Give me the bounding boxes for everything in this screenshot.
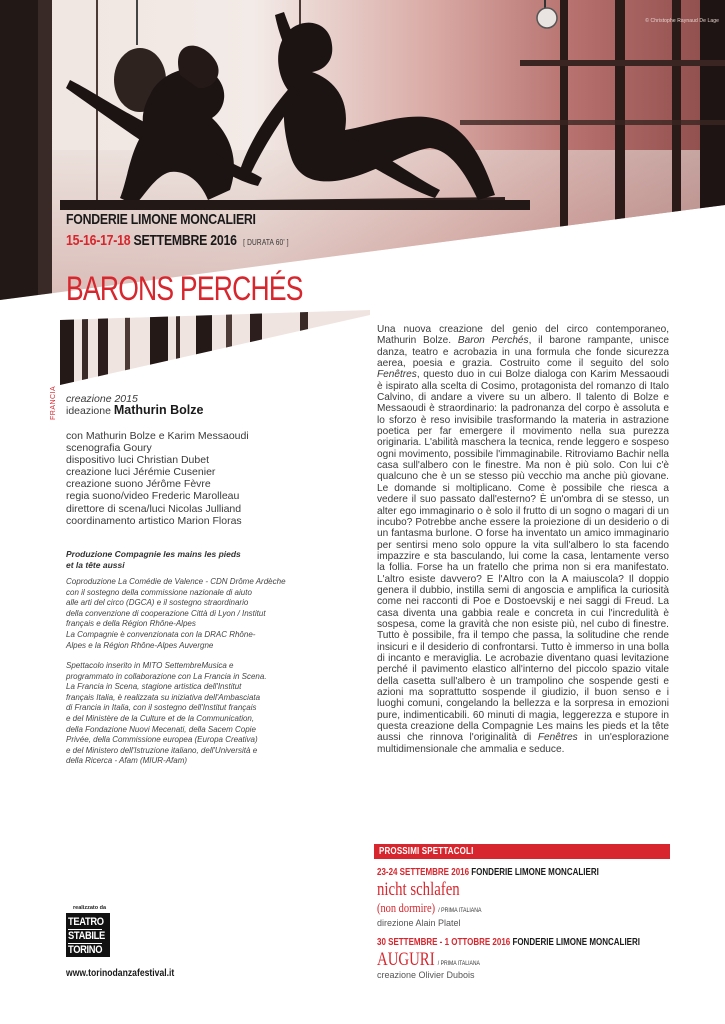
coproduction-line: Coproduzione La Comédie de Valence - CDN Drôme Ardèche <box>66 577 286 586</box>
idea-line <box>66 404 336 417</box>
coproduction-line: français e della Région Rhône-Alpes <box>66 619 196 629</box>
desc-italic: Fenêtres <box>537 732 578 744</box>
coproduction-line: alle arti del circo (DGCA) e il sostegno straordinario <box>66 598 249 608</box>
program-line: Spettacolo inserito in MITO SettembreMusica e <box>66 661 234 670</box>
desc-italic: Fenêtres <box>377 369 417 381</box>
next-show-date <box>377 937 640 948</box>
coproduction-line: La Compagnie è convenzionata con la DRAC Rhône- <box>66 629 256 639</box>
credit-item: coordinamento artistico Marion Floras <box>66 514 242 527</box>
production-line: Produzione Compagnie les mains les pieds <box>66 549 241 559</box>
desc-part: , il barone rampante, unisce danza, teatro e acrobazia in una formula che fonde sicurezza aerea, poesia e grazia. Costruito come il seguito del solo <box>377 335 669 370</box>
program-line: français Italia, è realizzata su iniziativa dell'Ambasciata <box>66 692 261 702</box>
coproduction-line: Alpes e la Région Rhône-Alpes Auvergne <box>66 640 214 650</box>
desc-part: in un'esplorazione multidimensionale che ammalia e seduce. <box>377 732 669 755</box>
program-line: di Francia in Italia, con il sostegno dell'Institut français <box>66 703 257 713</box>
next-show-subtitle-text: (non dormire) <box>377 900 436 915</box>
teatro-stabile-logo <box>66 913 110 957</box>
next-show-venue: FONDERIE LIMONE MONCALIERI <box>512 937 641 948</box>
production-note <box>66 549 336 571</box>
logo-line: TORINO <box>68 944 103 956</box>
coproduction-line: con il sostegno della commissione nazionale di aiuto <box>66 587 252 597</box>
next-show-dates: 30 SETTEMBRE - 1 OTTOBRE 2016 <box>377 937 511 948</box>
credit-item: scenografia Goury <box>66 442 152 455</box>
credit-item: creazione luci Jérémie Cusenier <box>66 466 216 479</box>
program-line: della Fondazione Nuovi Mecenati, della Sacem Copie <box>66 724 256 734</box>
next-shows-heading: PROSSIMI SPETTACOLI <box>379 846 474 857</box>
logo-line: TEATRO <box>68 916 104 928</box>
coproduction-line: della convenzione di cooperazione Città di Lyon / Institut <box>66 608 266 618</box>
description-paragraph <box>377 324 669 755</box>
program-line: della Ricerca - Afam (MIUR-Afam) <box>66 756 188 766</box>
show-dates <box>66 232 289 249</box>
idea-name: Mathurin Bolze <box>113 403 204 417</box>
creation-year: creazione 2015 <box>66 393 138 405</box>
credit-item: creazione suono Jérôme Fèvre <box>66 478 211 491</box>
credit-item: direttore di scena/luci Nicolas Julliand <box>66 502 242 515</box>
premiere-tag: / PRIMA ITALIANA <box>438 907 482 914</box>
show-title: BARONS PERCHÉS <box>66 270 303 308</box>
premiere-tag: / PRIMA ITALIANA <box>437 960 480 967</box>
website-link[interactable]: www.torinodanzafestival.it <box>66 967 175 979</box>
next-show-dates: 23-24 SETTEMBRE 2016 <box>377 867 470 878</box>
produced-by-label: realizzato da <box>73 905 107 911</box>
next-show-director: direzione Alain Platel <box>377 918 461 928</box>
idea-label: ideazione <box>66 405 111 417</box>
next-show-director: creazione Olivier Dubois <box>377 970 475 980</box>
next-show-title: nicht schlafen <box>377 879 460 900</box>
next-shows-header <box>374 844 670 859</box>
credit-list <box>66 430 336 527</box>
production-line: et la tête aussi <box>66 560 125 570</box>
credit-item: dispositivo luci Christian Dubet <box>66 454 209 467</box>
program-line: e del Ministère de la Culture et de la Communication, <box>66 713 255 723</box>
logo-line: STABILE <box>68 930 105 942</box>
venue-title: FONDERIE LIMONE MONCALIERI <box>66 211 256 228</box>
next-show-title <box>377 949 480 971</box>
desc-part: Una nuova creazione del genio del circo contemporaneo, Mathurin Bolze. <box>377 324 669 347</box>
program-note <box>66 661 336 767</box>
credit-item: regia suono/video Frederic Marolleau <box>66 490 240 503</box>
coproduction-note <box>66 577 336 651</box>
duration: [ DURATA 60' ] <box>243 238 289 247</box>
desc-italic: Baron Perchés <box>457 335 529 347</box>
program-line: La Francia in Scena, stagione artistica dell'Institut <box>66 682 242 692</box>
next-show-title-text: AUGURI <box>377 949 435 970</box>
program-line: e del Ministero dell'Istruzione italiano, dell'Università e <box>66 745 258 755</box>
photo-credit: © Christophe Raynaud De Lage <box>645 18 719 24</box>
hero-photo <box>0 0 725 300</box>
country-label: FRANCIA <box>50 385 57 420</box>
dates-month: SETTEMBRE 2016 <box>133 232 237 249</box>
dates-days: 15-16-17-18 <box>66 232 131 249</box>
credit-item: con Mathurin Bolze e Karim Messaoudi <box>66 430 249 442</box>
program-line: Privée, della Commissione europea (Europa Creativa) <box>66 735 258 745</box>
next-show-subtitle <box>377 900 482 916</box>
program-line: programmato in collaborazione con La Francia in Scena. <box>66 671 267 681</box>
next-show-date <box>377 867 599 878</box>
next-show-venue: FONDERIE LIMONE MONCALIERI <box>471 867 599 878</box>
desc-part: , questo duo in cui Bolze dialoga con Karim Messaoudi è ispirato alla scelta di Cosimo, protagonista del romanzo di Italo Calvino, di andare a vivere su un albero. Il talento di Bolze e Messaoudi è straordinario: la padronanza del corpo è assoluta e lo sforzo è reso invisibile trasformando la materia in astrazione poetica per far emergere il movimento nella sua purezza originaria. L'abilità maschera la tecnica, rende leggero e sospeso ogni movimento, possibile l'immaginabile. Ritroviamo Bachir nella casa sull'albero con le finestre. Ma non è più solo. Con lui c'è qualcuno che è un se stesso più vecchio ma anche più giovane. Le domande si moltiplicano. Come è possibile che riesca a vedere il suo passato dall'esterno? È un'ombra di se stesso, un alter ego immaginario o è solo il frutto di un sogno o magari di un incubo? Potrebbe anche essere la proiezione di un desiderio o di un fantasma burlone. O forse ha inventato un amico immaginario per sentirsi meno solo oppure la vita sull'albero lo sta facendo impazzire e sta basculando, lui come la casa, lentamente verso la follia. Forse ha un fratello che prima non si era manifestato. L'altro esiste davvero? E l'Altro con la A maiuscola? Il doppio genera il dubbio, instilla semi di angoscia e amplifica la curiosità come nei racconti di Poe e Dostoevskij e nei saggi di Freud. La casa diventa una gabbia reale e concreta in cui l'incredulità è sospesa, come la gravità che non esiste più, nel cubo di finestre. Tutto è possibile, fra il tempo che passa, la solitudine che rende insicuri e il desiderio di confrontarsi. Tutto è immerso in una bolla di incanto e meraviglia. Le acrobazie diventano quasi levitazione perché il pavimento elastico all'interno del piccolo spazio vitale della casetta sull'albero è un trampolino che sospende gesti e azioni ma soprattutto sospende il giudizio, il buon senso e i luoghi comuni, congelando la bellezza e la sorpresa in emozioni pure, indimenticabili. 60 minuti di magia, leggerezza e stupore in questa creazione della Compagnie Les mains les pieds et la tête aussi che rinnova l'originalità di <box>377 369 669 744</box>
